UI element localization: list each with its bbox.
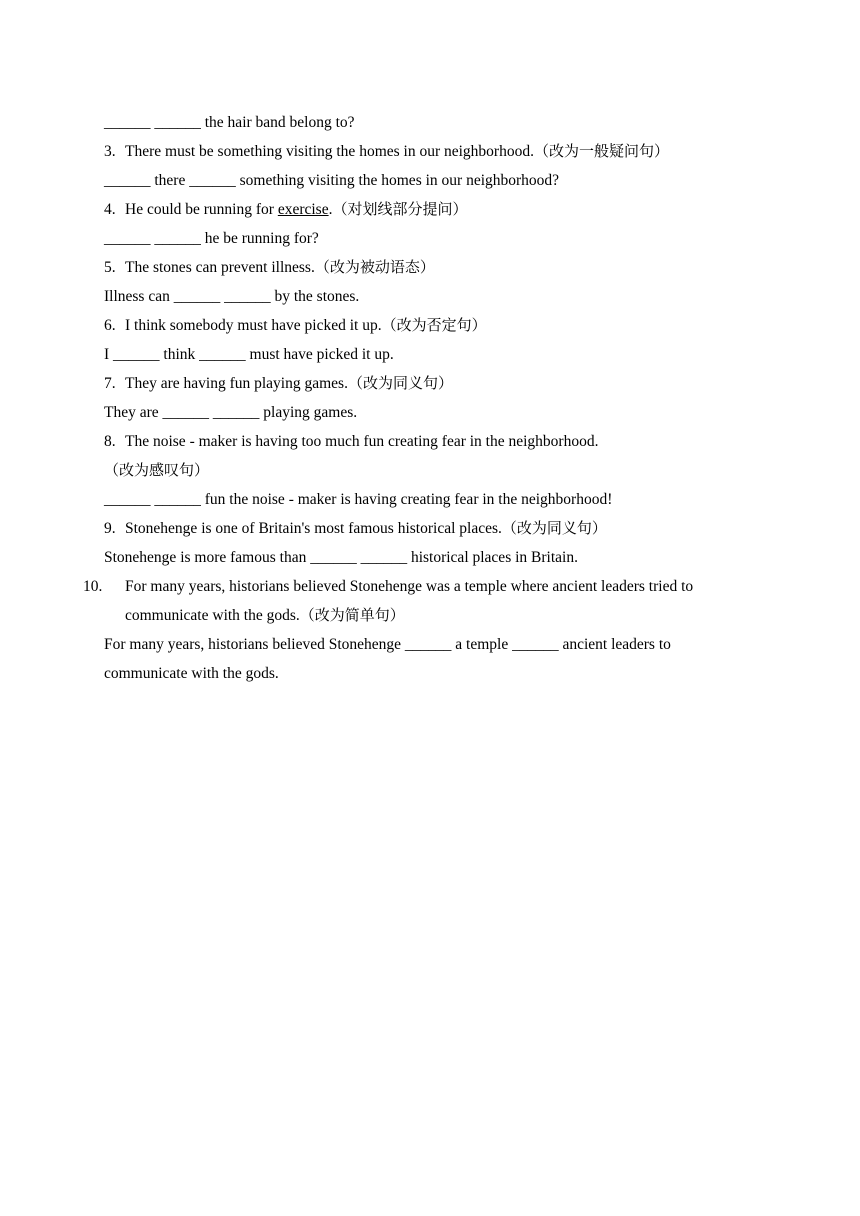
question-8 — [104, 427, 754, 456]
question-number: 3. — [104, 143, 116, 160]
question-text: For many years, historians believed Stonehenge was a temple where ancient leaders tried to communicate with the gods. — [125, 578, 694, 624]
question-3 — [104, 137, 754, 166]
worksheet — [83, 108, 754, 688]
question-number: 9. — [104, 520, 116, 537]
question-text: There must be something visiting the homes in our neighborhood. — [125, 143, 534, 160]
question-instruction: （改为简单句） — [299, 606, 405, 624]
question-instruction: （对划线部分提问） — [332, 200, 468, 218]
answer-line-2 — [104, 108, 754, 137]
question-instruction: （改为一般疑问句） — [533, 142, 669, 160]
question-text-pre: He could be running for — [125, 201, 278, 218]
question-8-instruction-line — [104, 456, 754, 485]
question-7 — [104, 369, 754, 398]
question-6 — [104, 311, 754, 340]
question-instruction: （改为否定句） — [381, 316, 487, 334]
answer-line-6 — [104, 340, 754, 369]
answer-line-10 — [104, 630, 754, 688]
question-text-post: . — [328, 201, 333, 218]
answer-text: ______ there ______ something visiting the homes in our neighborhood? — [104, 172, 560, 189]
answer-text: I ______ think ______ must have picked it up. — [104, 346, 394, 363]
answer-text: Stonehenge is more famous than ______ ______ historical places in Britain. — [104, 549, 578, 566]
answer-line-5 — [104, 282, 754, 311]
answer-line-7 — [104, 398, 754, 427]
answer-line-9 — [104, 543, 754, 572]
question-text: Stonehenge is one of Britain's most famous historical places. — [125, 520, 502, 537]
question-instruction: （改为同义句） — [501, 519, 607, 537]
answer-text: For many years, historians believed Stonehenge ______ a temple ______ ancient leaders to communicate with the gods. — [104, 636, 671, 682]
question-text: The noise - maker is having too much fun creating fear in the neighborhood. — [125, 433, 599, 450]
question-9 — [104, 514, 754, 543]
question-number: 5. — [104, 259, 116, 276]
question-4 — [104, 195, 754, 224]
question-number: 10. — [83, 578, 103, 595]
question-instruction: （改为感叹句） — [104, 461, 210, 479]
answer-text: They are ______ ______ playing games. — [104, 404, 358, 421]
question-number: 4. — [104, 201, 116, 218]
answer-text: ______ ______ fun the noise - maker is having creating fear in the neighborhood! — [104, 491, 613, 508]
answer-text: ______ ______ the hair band belong to? — [104, 114, 355, 131]
question-text: The stones can prevent illness. — [125, 259, 315, 276]
question-number: 8. — [104, 433, 116, 450]
answer-text: Illness can ______ ______ by the stones. — [104, 288, 360, 305]
answer-line-8 — [104, 485, 754, 514]
question-number: 7. — [104, 375, 116, 392]
question-10 — [83, 572, 754, 630]
underlined-word: exercise — [277, 201, 329, 218]
answer-line-3 — [104, 166, 754, 195]
question-instruction: （改为被动语态） — [314, 258, 435, 276]
question-text: They are having fun playing games. — [125, 375, 348, 392]
question-5 — [104, 253, 754, 282]
answer-text: ______ ______ he be running for? — [104, 230, 319, 247]
question-number: 6. — [104, 317, 116, 334]
question-instruction: （改为同义句） — [347, 374, 453, 392]
answer-line-4 — [104, 224, 754, 253]
question-text: I think somebody must have picked it up. — [125, 317, 382, 334]
